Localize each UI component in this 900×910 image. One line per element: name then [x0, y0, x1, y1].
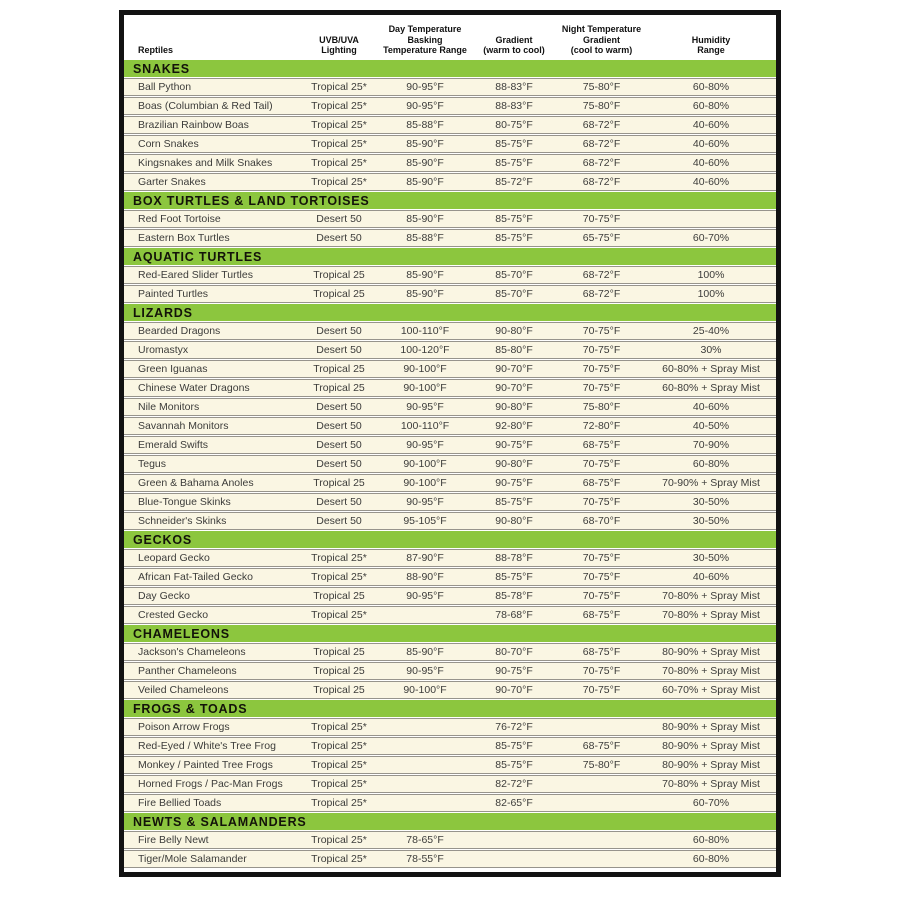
lighting-cell: Tropical 25* — [311, 81, 367, 93]
day-basking-temp-cell: 85-88°F — [406, 119, 444, 131]
humidity-cell: 25-40% — [692, 325, 730, 337]
reptile-name-cell: Bearded Dragons — [138, 325, 221, 337]
table-row — [124, 436, 776, 454]
gradient-cell: 85-75°F — [495, 740, 533, 752]
lighting-cell: Desert 50 — [316, 439, 362, 451]
table-row — [124, 512, 776, 530]
table-row — [124, 116, 776, 134]
table-row — [124, 173, 776, 191]
section-header — [124, 813, 776, 830]
humidity-cell: 30-50% — [692, 552, 730, 564]
reptile-name-cell: Fire Belly Newt — [138, 834, 209, 846]
table-row — [124, 455, 776, 473]
day-basking-temp-cell: 85-90°F — [406, 288, 444, 300]
humidity-cell: 80-90% + Spray Mist — [662, 759, 760, 771]
reptile-name-cell: Emerald Swifts — [138, 439, 209, 451]
table-row — [124, 643, 776, 661]
column-header-humidity — [646, 35, 776, 56]
reptile-name-cell: Panther Chameleons — [138, 665, 237, 677]
lighting-cell: Desert 50 — [316, 515, 362, 527]
gradient-cell: 85-75°F — [495, 157, 533, 169]
table-row — [124, 210, 776, 228]
section-header — [124, 700, 776, 717]
day-basking-temp-cell: 85-90°F — [406, 213, 444, 225]
gradient-cell: 90-75°F — [495, 439, 533, 451]
humidity-cell: 60-70% — [692, 232, 730, 244]
column-header-night-temperature — [557, 24, 646, 56]
table-row — [124, 587, 776, 605]
gradient-cell: 82-72°F — [495, 778, 533, 790]
humidity-cell: 30-50% — [692, 496, 730, 508]
table-row — [124, 606, 776, 624]
humidity-cell: 40-60% — [692, 119, 730, 131]
day-basking-temp-cell: 85-90°F — [406, 646, 444, 658]
reptile-care-sheet-table — [119, 10, 781, 877]
table-row — [124, 398, 776, 416]
column-header-line: (cool to warm) — [570, 45, 633, 56]
table-row — [124, 850, 776, 868]
humidity-cell: 40-60% — [692, 571, 730, 583]
night-gradient-cell: 68-72°F — [582, 138, 621, 150]
night-gradient-cell: 68-72°F — [582, 288, 621, 300]
night-gradient-cell: 70-75°F — [582, 684, 621, 696]
day-basking-temp-cell: 90-95°F — [406, 665, 444, 677]
night-gradient-cell: 68-72°F — [582, 176, 621, 188]
gradient-cell: 85-75°F — [495, 759, 533, 771]
day-basking-temp-cell: 90-95°F — [406, 439, 444, 451]
lighting-cell: Tropical 25* — [311, 100, 367, 112]
reptile-name-cell: Red-Eyed / White's Tree Frog — [138, 740, 276, 752]
humidity-cell: 40-60% — [692, 138, 730, 150]
section-header — [124, 192, 776, 209]
column-header-line: (warm to cool) — [483, 45, 545, 56]
lighting-cell: Tropical 25* — [311, 176, 367, 188]
humidity-cell: 60-80% + Spray Mist — [662, 363, 760, 375]
humidity-cell: 60-80% — [692, 834, 730, 846]
gradient-cell: 85-70°F — [495, 269, 533, 281]
table-row — [124, 474, 776, 492]
table-row — [124, 718, 776, 736]
gradient-cell: 90-75°F — [495, 477, 533, 489]
day-basking-temp-cell: 90-100°F — [403, 382, 447, 394]
reptile-name-cell: Brazilian Rainbow Boas — [138, 119, 249, 131]
day-basking-temp-cell: 90-100°F — [403, 684, 447, 696]
table-row — [124, 341, 776, 359]
humidity-cell: 70-80% + Spray Mist — [662, 590, 760, 602]
humidity-cell: 40-60% — [692, 157, 730, 169]
column-header-line: Gradient — [495, 34, 533, 45]
column-header-day-temperature — [379, 24, 471, 56]
gradient-cell: 85-75°F — [495, 213, 533, 225]
lighting-cell: Desert 50 — [316, 232, 362, 244]
night-gradient-cell: 70-75°F — [582, 382, 621, 394]
reptile-name-cell: Chinese Water Dragons — [138, 382, 250, 394]
humidity-cell: 70-80% + Spray Mist — [662, 609, 760, 621]
humidity-cell: 80-90% + Spray Mist — [662, 646, 760, 658]
table-row — [124, 417, 776, 435]
lighting-cell: Desert 50 — [316, 496, 362, 508]
day-basking-temp-cell: 100-120°F — [400, 344, 450, 356]
table-row — [124, 135, 776, 153]
lighting-cell: Desert 50 — [316, 401, 362, 413]
lighting-cell: Tropical 25* — [311, 157, 367, 169]
reptile-name-cell: Kingsnakes and Milk Snakes — [138, 157, 273, 169]
gradient-cell: 82-65°F — [495, 797, 533, 809]
day-basking-temp-cell: 88-90°F — [406, 571, 444, 583]
section-title: CHAMELEONS — [133, 626, 230, 641]
humidity-cell: 40-50% — [692, 420, 730, 432]
reptile-name-cell: Veiled Chameleons — [138, 684, 229, 696]
table-row — [124, 568, 776, 586]
night-gradient-cell: 75-80°F — [582, 759, 621, 771]
reptile-name-cell: Green & Bahama Anoles — [138, 477, 254, 489]
reptile-name-cell: Leopard Gecko — [138, 552, 210, 564]
section-header — [124, 60, 776, 77]
humidity-cell: 100% — [697, 288, 725, 300]
lighting-cell: Tropical 25 — [313, 477, 365, 489]
reptile-name-cell: Schneider's Skinks — [138, 515, 227, 527]
night-gradient-cell: 72-80°F — [582, 420, 621, 432]
day-basking-temp-cell: 87-90°F — [406, 552, 444, 564]
lighting-cell: Tropical 25* — [311, 778, 367, 790]
reptile-name-cell: Horned Frogs / Pac-Man Frogs — [138, 778, 283, 790]
gradient-cell: 85-75°F — [495, 232, 533, 244]
humidity-cell: 60-70% — [692, 797, 730, 809]
table-body — [124, 60, 776, 868]
reptile-name-cell: Boas (Columbian & Red Tail) — [138, 100, 273, 112]
lighting-cell: Tropical 25* — [311, 552, 367, 564]
night-gradient-cell: 70-75°F — [582, 571, 621, 583]
gradient-cell: 78-68°F — [495, 609, 533, 621]
gradient-cell: 80-75°F — [495, 119, 533, 131]
lighting-cell: Tropical 25* — [311, 609, 367, 621]
reptile-name-cell: Jackson's Chameleons — [138, 646, 246, 658]
section-header — [124, 531, 776, 548]
table-row — [124, 379, 776, 397]
table-header-row — [124, 17, 776, 59]
humidity-cell: 60-80% — [692, 853, 730, 865]
night-gradient-cell: 68-70°F — [582, 515, 621, 527]
reptile-name-cell: Savannah Monitors — [138, 420, 229, 432]
table-row — [124, 831, 776, 849]
reptile-name-cell: Garter Snakes — [138, 176, 206, 188]
table-row — [124, 681, 776, 699]
humidity-cell: 80-90% + Spray Mist — [662, 721, 760, 733]
column-header-line: Basking — [407, 34, 443, 45]
section-title: SNAKES — [133, 61, 190, 76]
table-row — [124, 97, 776, 115]
column-header-line: Day Temperature — [388, 24, 462, 35]
table-row — [124, 794, 776, 812]
lighting-cell: Desert 50 — [316, 213, 362, 225]
gradient-cell: 92-80°F — [495, 420, 533, 432]
section-title: BOX TURTLES & LAND TORTOISES — [133, 193, 370, 208]
gradient-cell: 85-70°F — [495, 288, 533, 300]
gradient-cell: 85-80°F — [495, 344, 533, 356]
lighting-cell: Tropical 25* — [311, 740, 367, 752]
column-header-line: Temperature Range — [383, 45, 467, 56]
table-row — [124, 266, 776, 284]
gradient-cell: 90-70°F — [495, 363, 533, 375]
day-basking-temp-cell: 95-105°F — [403, 515, 447, 527]
gradient-cell: 85-78°F — [495, 590, 533, 602]
lighting-cell: Tropical 25 — [313, 646, 365, 658]
night-gradient-cell: 70-75°F — [582, 213, 621, 225]
column-header-line: Night Temperature — [561, 24, 642, 35]
lighting-cell: Tropical 25 — [313, 590, 365, 602]
section-title: GECKOS — [133, 532, 192, 547]
night-gradient-cell: 70-75°F — [582, 496, 621, 508]
day-basking-temp-cell: 90-95°F — [406, 81, 444, 93]
table-row — [124, 549, 776, 567]
day-basking-temp-cell: 78-65°F — [406, 834, 444, 846]
lighting-cell: Tropical 25* — [311, 834, 367, 846]
column-header-line: Range — [697, 45, 725, 56]
table-row — [124, 360, 776, 378]
humidity-cell: 80-90% + Spray Mist — [662, 740, 760, 752]
night-gradient-cell: 75-80°F — [582, 401, 621, 413]
section-title: LIZARDS — [133, 305, 193, 320]
lighting-cell: Tropical 25 — [313, 382, 365, 394]
lighting-cell: Tropical 25* — [311, 571, 367, 583]
column-header-line: UVB/UVA — [319, 34, 359, 45]
humidity-cell: 70-80% + Spray Mist — [662, 665, 760, 677]
day-basking-temp-cell: 85-88°F — [406, 232, 444, 244]
table-row — [124, 229, 776, 247]
column-header-line: Lighting — [321, 45, 357, 56]
day-basking-temp-cell: 78-55°F — [406, 853, 444, 865]
humidity-cell: 30-50% — [692, 515, 730, 527]
reptile-name-cell: Fire Bellied Toads — [138, 797, 222, 809]
humidity-cell: 30% — [700, 344, 722, 356]
lighting-cell: Desert 50 — [316, 420, 362, 432]
humidity-cell: 40-60% — [692, 401, 730, 413]
reptile-name-cell: Ball Python — [138, 81, 192, 93]
day-basking-temp-cell: 85-90°F — [406, 176, 444, 188]
gradient-cell: 85-75°F — [495, 138, 533, 150]
reptile-name-cell: Corn Snakes — [138, 138, 199, 150]
night-gradient-cell: 68-75°F — [582, 439, 621, 451]
humidity-cell: 40-60% — [692, 176, 730, 188]
column-header-line: Humidity — [691, 34, 731, 45]
night-gradient-cell: 75-80°F — [582, 100, 621, 112]
night-gradient-cell: 68-75°F — [582, 740, 621, 752]
day-basking-temp-cell: 85-90°F — [406, 157, 444, 169]
lighting-cell: Tropical 25 — [313, 665, 365, 677]
reptile-name-cell: Crested Gecko — [138, 609, 209, 621]
day-basking-temp-cell: 100-110°F — [400, 420, 450, 432]
lighting-cell: Desert 50 — [316, 325, 362, 337]
gradient-cell: 90-80°F — [495, 515, 533, 527]
section-header — [124, 248, 776, 265]
day-basking-temp-cell: 90-100°F — [403, 477, 447, 489]
column-header-gradient-warm-to-cool — [471, 35, 557, 56]
day-basking-temp-cell: 85-90°F — [406, 269, 444, 281]
night-gradient-cell: 68-75°F — [582, 609, 621, 621]
humidity-cell: 60-80% — [692, 81, 730, 93]
day-basking-temp-cell: 85-90°F — [406, 138, 444, 150]
reptile-name-cell: Blue-Tongue Skinks — [138, 496, 231, 508]
table-row — [124, 662, 776, 680]
night-gradient-cell: 70-75°F — [582, 665, 621, 677]
gradient-cell: 90-80°F — [495, 401, 533, 413]
humidity-cell: 100% — [697, 269, 725, 281]
table-row — [124, 154, 776, 172]
lighting-cell: Desert 50 — [316, 458, 362, 470]
gradient-cell: 90-70°F — [495, 382, 533, 394]
day-basking-temp-cell: 90-95°F — [406, 496, 444, 508]
table-row — [124, 775, 776, 793]
gradient-cell: 85-75°F — [495, 496, 533, 508]
column-header-reptiles — [124, 45, 299, 56]
reptile-name-cell: Red Foot Tortoise — [138, 213, 221, 225]
lighting-cell: Tropical 25* — [311, 853, 367, 865]
night-gradient-cell: 70-75°F — [582, 552, 621, 564]
lighting-cell: Tropical 25* — [311, 759, 367, 771]
lighting-cell: Tropical 25 — [313, 363, 365, 375]
lighting-cell: Tropical 25 — [313, 288, 365, 300]
column-header-line: Reptiles — [138, 45, 174, 56]
table-row — [124, 78, 776, 96]
day-basking-temp-cell: 90-95°F — [406, 590, 444, 602]
gradient-cell: 76-72°F — [495, 721, 533, 733]
gradient-cell: 88-83°F — [495, 81, 533, 93]
reptile-name-cell: Tiger/Mole Salamander — [138, 853, 247, 865]
day-basking-temp-cell: 90-95°F — [406, 100, 444, 112]
lighting-cell: Tropical 25 — [313, 684, 365, 696]
gradient-cell: 85-75°F — [495, 571, 533, 583]
reptile-name-cell: Uromastyx — [138, 344, 189, 356]
lighting-cell: Tropical 25* — [311, 797, 367, 809]
humidity-cell: 70-90% — [692, 439, 730, 451]
day-basking-temp-cell: 90-100°F — [403, 458, 447, 470]
column-header-lighting — [299, 35, 379, 56]
gradient-cell: 88-78°F — [495, 552, 533, 564]
lighting-cell: Desert 50 — [316, 344, 362, 356]
reptile-name-cell: Poison Arrow Frogs — [138, 721, 230, 733]
night-gradient-cell: 68-72°F — [582, 119, 621, 131]
night-gradient-cell: 68-75°F — [582, 477, 621, 489]
section-title: AQUATIC TURTLES — [133, 249, 263, 264]
reptile-name-cell: Red-Eared Slider Turtles — [138, 269, 253, 281]
night-gradient-cell: 68-72°F — [582, 157, 621, 169]
lighting-cell: Tropical 25* — [311, 119, 367, 131]
humidity-cell: 60-80% — [692, 100, 730, 112]
reptile-name-cell: Green Iguanas — [138, 363, 208, 375]
night-gradient-cell: 75-80°F — [582, 81, 621, 93]
table-row — [124, 285, 776, 303]
night-gradient-cell: 70-75°F — [582, 344, 621, 356]
table-row — [124, 322, 776, 340]
gradient-cell: 88-83°F — [495, 100, 533, 112]
night-gradient-cell: 65-75°F — [582, 232, 621, 244]
night-gradient-cell: 70-75°F — [582, 325, 621, 337]
section-header — [124, 625, 776, 642]
humidity-cell: 60-80% + Spray Mist — [662, 382, 760, 394]
lighting-cell: Tropical 25* — [311, 138, 367, 150]
gradient-cell: 85-72°F — [495, 176, 533, 188]
table-row — [124, 737, 776, 755]
gradient-cell: 80-70°F — [495, 646, 533, 658]
reptile-name-cell: Painted Turtles — [138, 288, 209, 300]
day-basking-temp-cell: 90-95°F — [406, 401, 444, 413]
section-header — [124, 304, 776, 321]
lighting-cell: Tropical 25* — [311, 721, 367, 733]
night-gradient-cell: 70-75°F — [582, 590, 621, 602]
reptile-name-cell: African Fat-Tailed Gecko — [138, 571, 253, 583]
table-row — [124, 756, 776, 774]
gradient-cell: 90-75°F — [495, 665, 533, 677]
humidity-cell: 60-80% — [692, 458, 730, 470]
night-gradient-cell: 70-75°F — [582, 458, 621, 470]
humidity-cell: 70-90% + Spray Mist — [662, 477, 760, 489]
table-row — [124, 493, 776, 511]
night-gradient-cell: 68-72°F — [582, 269, 621, 281]
night-gradient-cell: 68-75°F — [582, 646, 621, 658]
night-gradient-cell: 70-75°F — [582, 363, 621, 375]
gradient-cell: 90-70°F — [495, 684, 533, 696]
section-title: NEWTS & SALAMANDERS — [133, 814, 307, 829]
humidity-cell: 60-70% + Spray Mist — [662, 684, 760, 696]
column-header-line: Gradient — [582, 34, 620, 45]
reptile-name-cell: Nile Monitors — [138, 401, 200, 413]
reptile-name-cell: Day Gecko — [138, 590, 190, 602]
reptile-name-cell: Tegus — [138, 458, 167, 470]
reptile-name-cell: Monkey / Painted Tree Frogs — [138, 759, 273, 771]
section-title: FROGS & TOADS — [133, 701, 248, 716]
gradient-cell: 90-80°F — [495, 458, 533, 470]
humidity-cell: 70-80% + Spray Mist — [662, 778, 760, 790]
lighting-cell: Tropical 25 — [313, 269, 365, 281]
reptile-name-cell: Eastern Box Turtles — [138, 232, 230, 244]
day-basking-temp-cell: 100-110°F — [400, 325, 450, 337]
day-basking-temp-cell: 90-100°F — [403, 363, 447, 375]
gradient-cell: 90-80°F — [495, 325, 533, 337]
